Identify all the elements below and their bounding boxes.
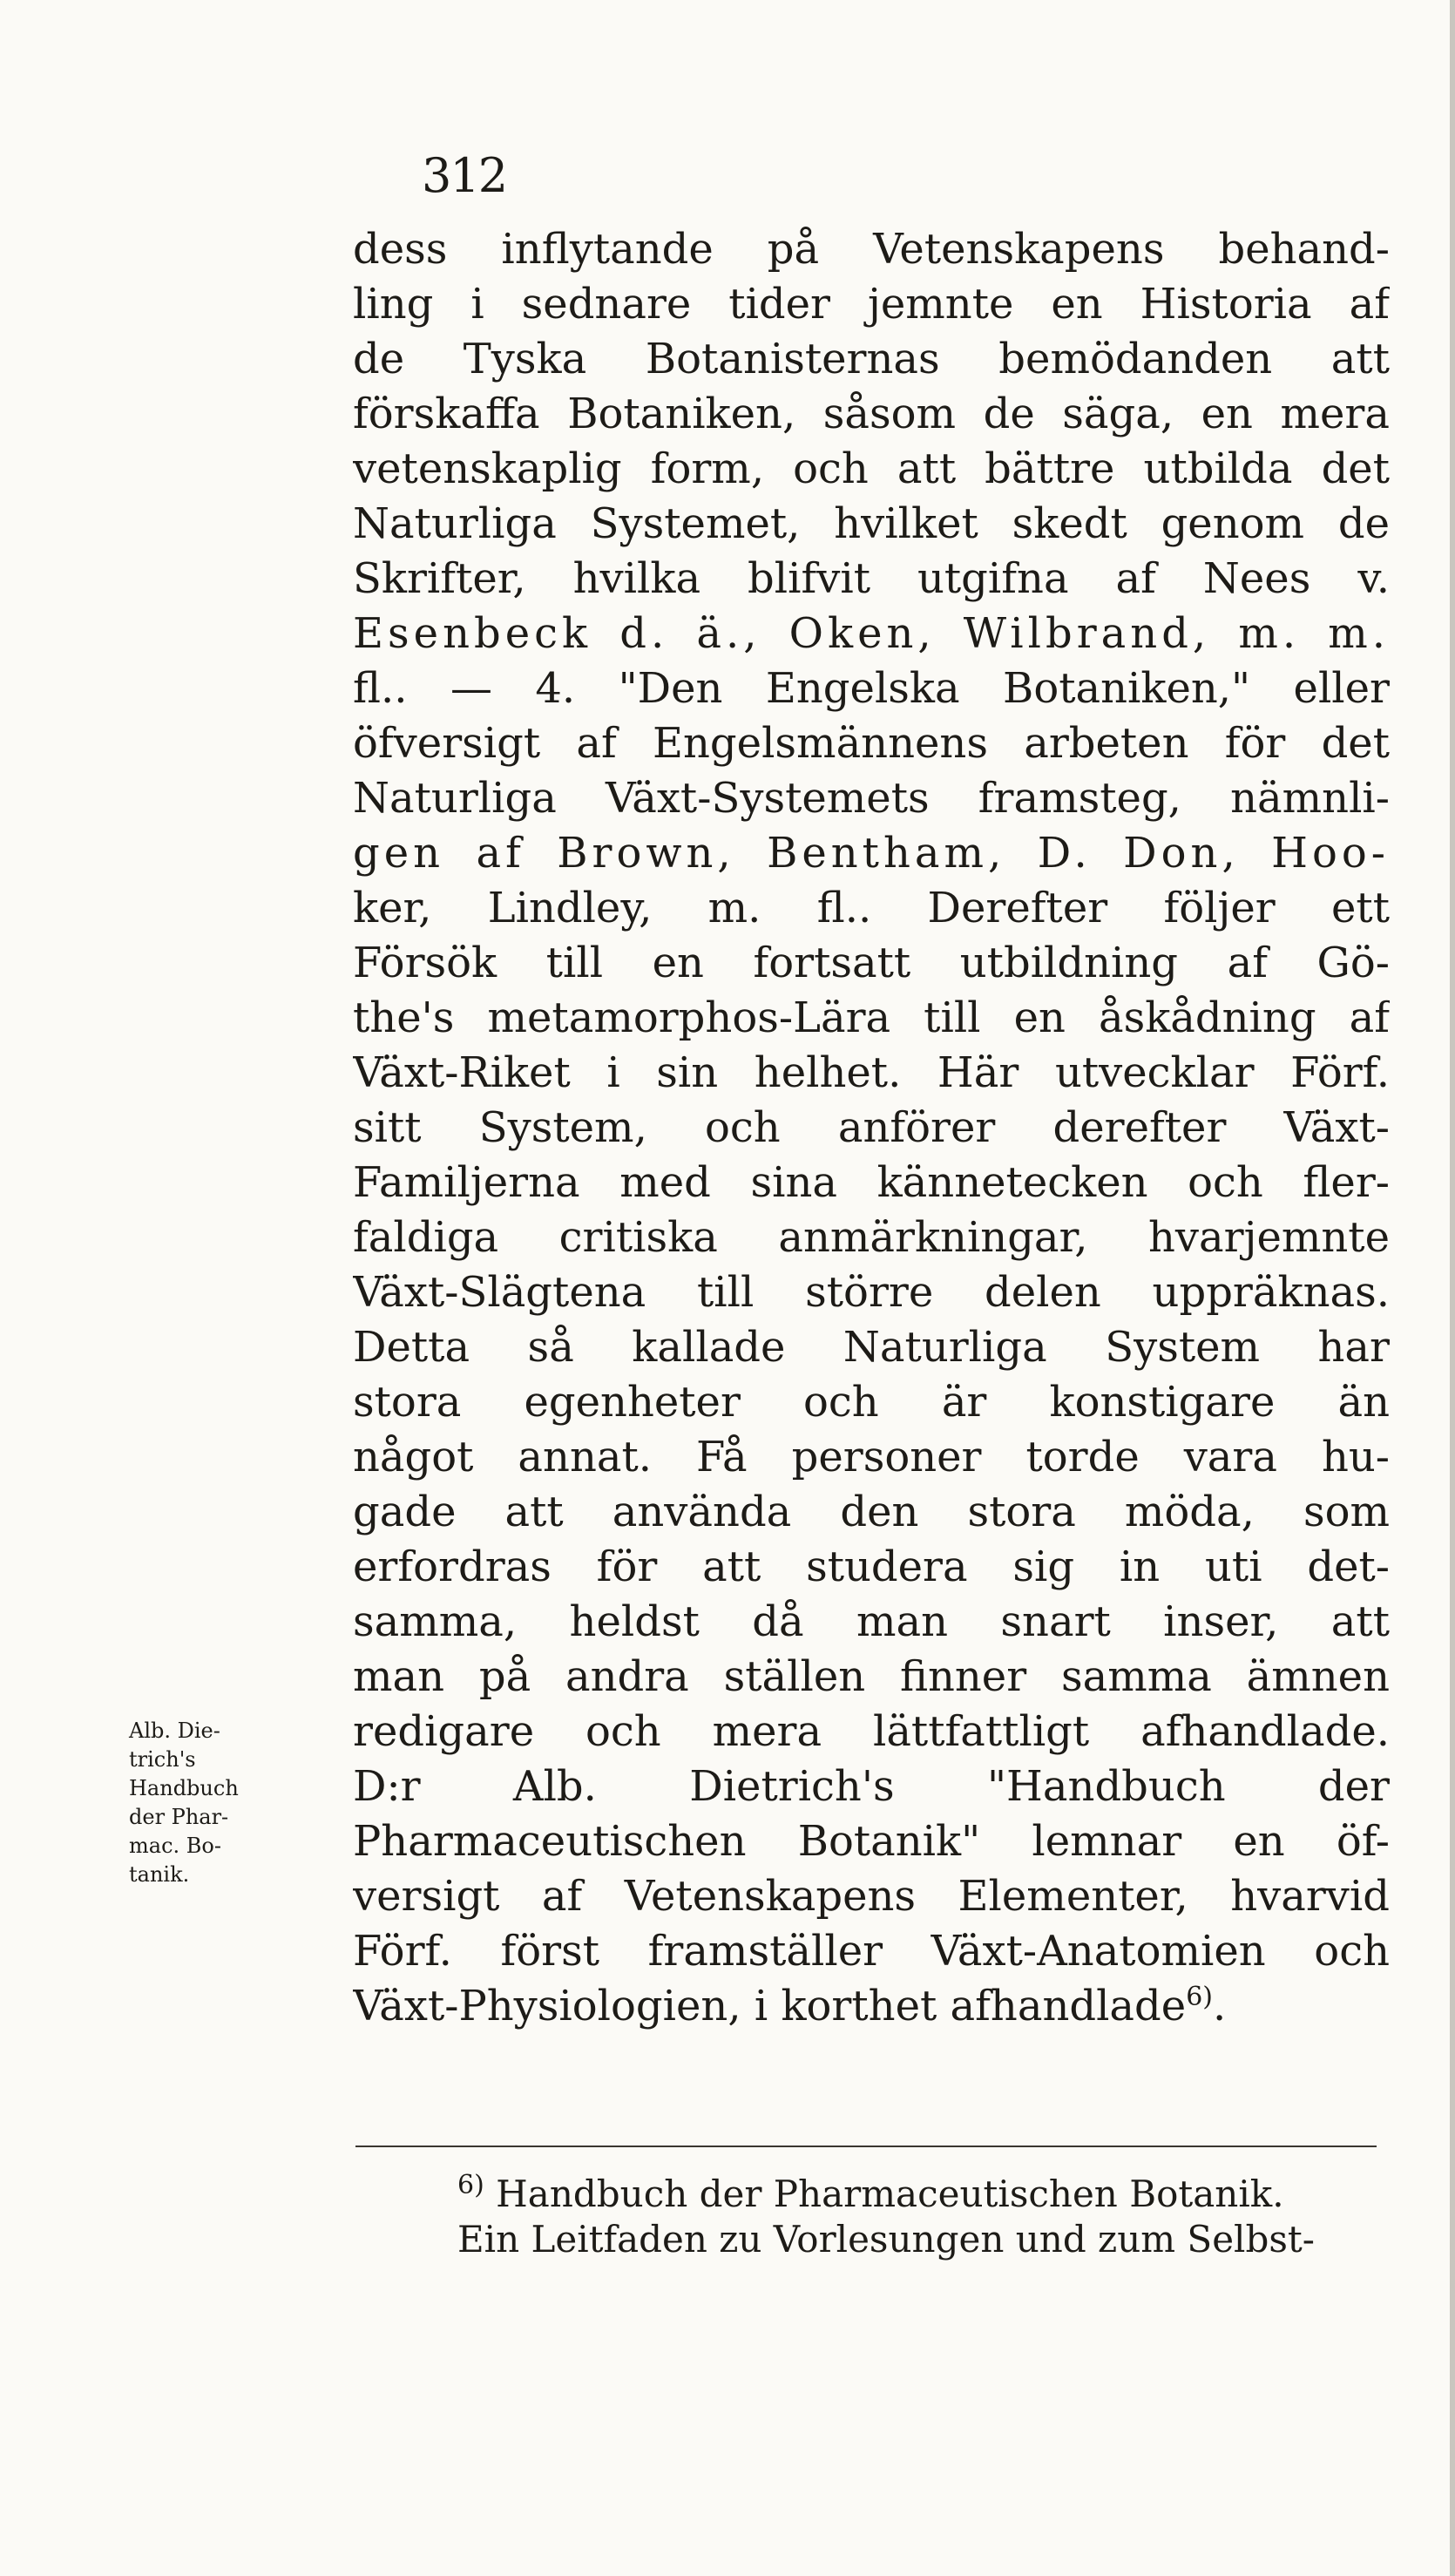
body-line: Esenbeck d. ä., Oken, Wilbrand, m. m. [353,609,1390,658]
body-line: D:r Alb. Dietrich's "Handbuch der [353,1762,1390,1811]
footnote-marker: 6) [457,2170,484,2200]
body-line: Förf. först framställer Växt-Anatomien och [353,1927,1390,1976]
body-line: dess inflytande på Vetenskapens behand- [353,225,1390,274]
footnote-ref: 6) [1186,1982,1213,2012]
footnote-text: Handbuch der Pharmaceutischen Botanik. [496,2173,1284,2215]
body-line: erfordras för att studera sig in uti det- [353,1542,1390,1591]
body-text [353,222,1390,2034]
body-line: man på andra ställen finner samma ämnen [353,1652,1390,1701]
body-line: Naturliga Systemet, hvilket skedt genom de [353,499,1390,548]
margin-note-line: der Phar- [129,1805,229,1829]
footnote-line: Ein Leitfaden zu Vorlesungen und zum Selbst- [457,2218,1315,2261]
body-line: öfversigt af Engelsmännens arbeten för det [353,719,1390,768]
body-line: Naturliga Växt-Systemets framsteg, nämnli- [353,774,1390,823]
margin-note-line: trich's [129,1747,196,1772]
page-number: 312 [422,148,507,203]
body-line: versigt af Vetenskapens Elementer, hvarvid [353,1872,1390,1921]
body-line: faldiga critiska anmärkningar, hvarjemnte [353,1213,1390,1262]
body-line: Växt-Slägtena till större delen uppräknas. [353,1268,1390,1317]
margin-note-line: Alb. Die- [129,1718,220,1743]
body-line: förskaffa Botaniken, såsom de säga, en mera [353,390,1390,438]
footnote [457,2172,1394,2262]
body-line: gen af Brown, Bentham, D. Don, Hoo- [353,829,1390,878]
margin-note-line: Handbuch [129,1776,239,1800]
body-line: gade att använda den stora möda, som [353,1488,1390,1536]
body-line-last-period: . [1212,1982,1227,2030]
body-line: vetenskaplig form, och att bättre utbilda det [353,444,1390,493]
body-line: sitt System, och anförer derefter Växt- [353,1103,1390,1152]
body-line: Familjerna med sina kännetecken och fler- [353,1158,1390,1207]
body-line: fl.. — 4. "Den Engelska Botaniken," eller [353,664,1390,713]
margin-note-line: tanik. [129,1862,190,1887]
page-edge [1450,0,1455,2576]
body-line: något annat. Få personer torde vara hu- [353,1433,1390,1481]
body-line-last-text: Växt-Physiologien, i korthet afhandlade [353,1982,1187,2030]
body-line: redigare och mera lättfattligt afhandlade. [353,1707,1390,1756]
body-line: Skrifter, hvilka blifvit utgifna af Nees v. [353,554,1390,603]
body-line: samma, heldst då man snart inser, att [353,1597,1390,1646]
body-line: de Tyska Botanisternas bemödanden att [353,335,1390,383]
body-line: Växt-Riket i sin helhet. Här utvecklar Förf. [353,1048,1390,1097]
body-line-last [353,1979,1390,2034]
margin-note-line: mac. Bo- [129,1834,221,1858]
body-line: stora egenheter och är konstigare än [353,1378,1390,1427]
footnote-rule [355,2146,1377,2147]
body-line: Pharmaceutischen Botanik" lemnar en öf- [353,1817,1390,1866]
body-line: ling i sednare tider jemnte en Historia af [353,280,1390,329]
footnote-line [457,2172,1394,2217]
body-line: Försök till en fortsatt utbildning af Gö- [353,939,1390,987]
body-line: Detta så kallade Naturliga System har [353,1323,1390,1372]
margin-note [129,1717,347,1889]
body-line: ker, Lindley, m. fl.. Derefter följer ett [353,884,1390,932]
body-line: the's metamorphos-Lära till en åskådning af [353,993,1390,1042]
